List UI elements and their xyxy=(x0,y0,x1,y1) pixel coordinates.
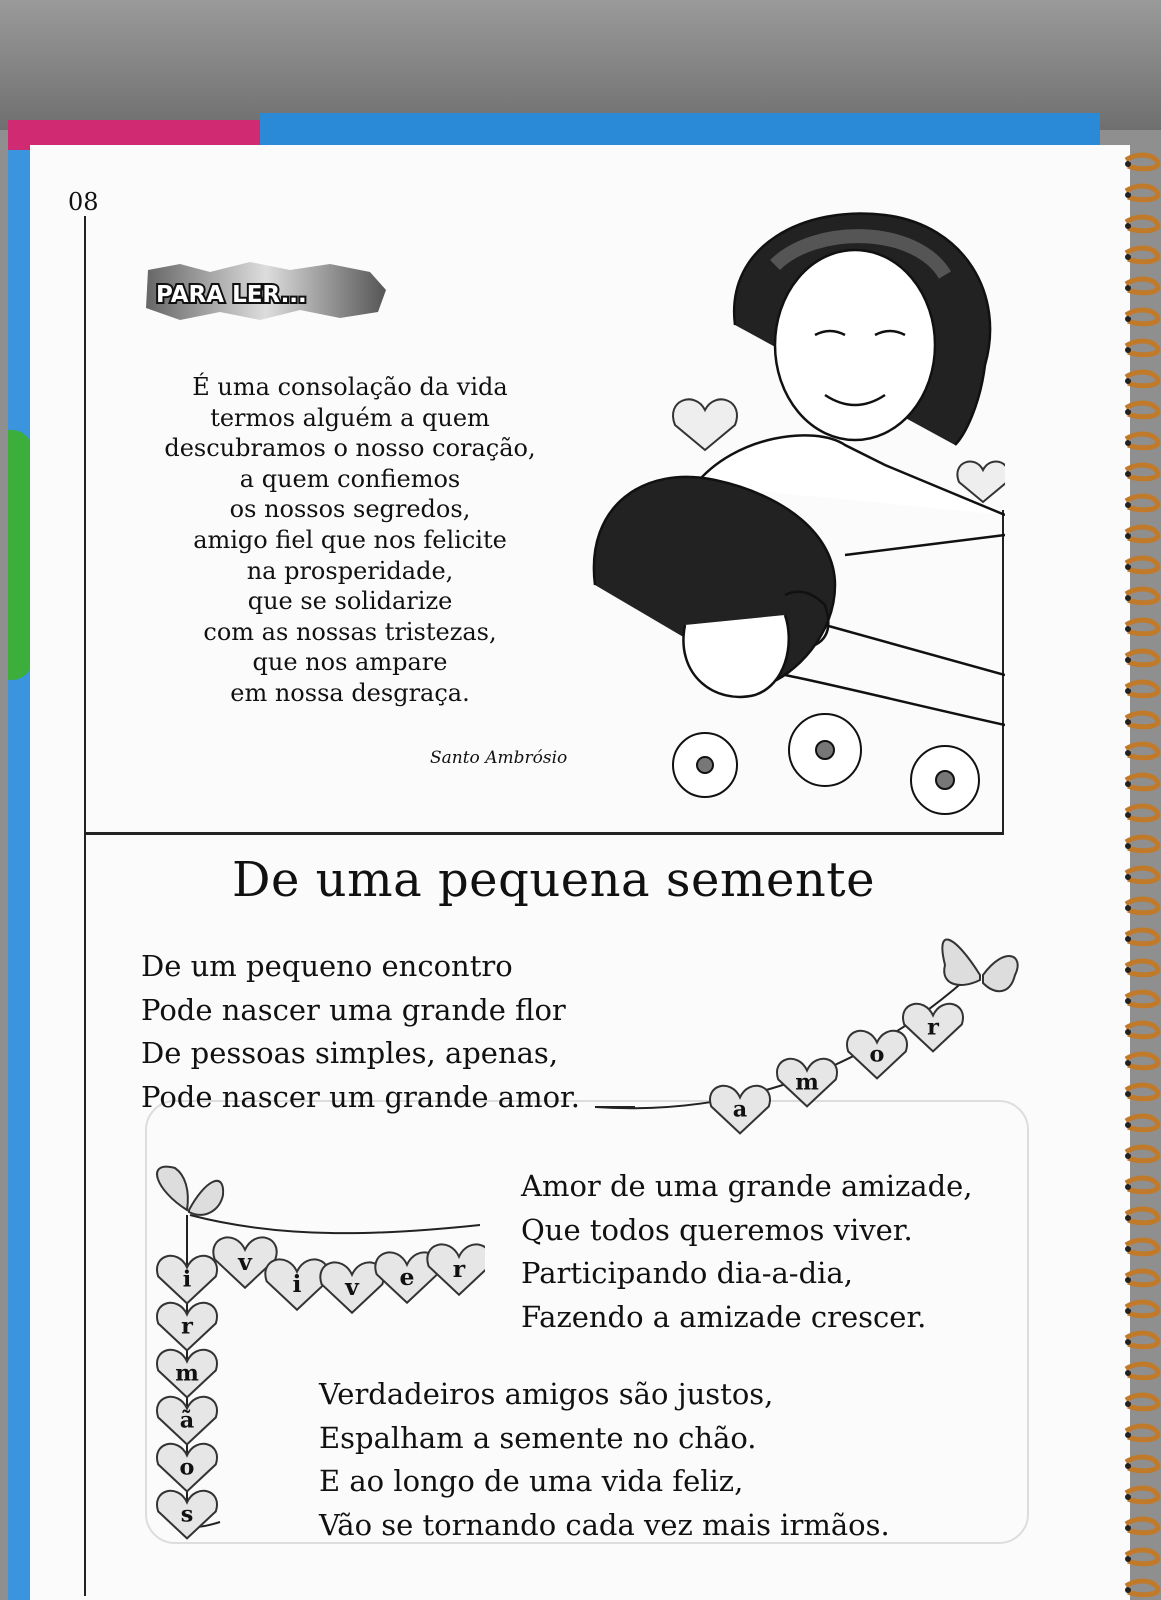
spiral-ring xyxy=(1126,1023,1158,1037)
spiral-ring xyxy=(1126,589,1158,603)
spiral-hole xyxy=(1125,1432,1131,1438)
heart-letter xyxy=(427,1244,485,1294)
spiral-ring xyxy=(1126,217,1158,231)
spiral-ring xyxy=(1126,1395,1158,1409)
poem-stanza-1 xyxy=(141,945,580,1119)
spiral-hole xyxy=(1125,192,1131,198)
heart-letter-text: s xyxy=(180,1501,194,1528)
spiral-hole xyxy=(1125,1153,1131,1159)
spiral-ring xyxy=(1126,837,1158,851)
spiral-hole xyxy=(1125,502,1131,508)
spiral-ring xyxy=(1126,279,1158,293)
spiral-hole xyxy=(1125,936,1131,942)
poem-title: De uma pequena semente xyxy=(232,852,875,908)
spiral-hole xyxy=(1125,750,1131,756)
spiral-ring xyxy=(1126,341,1158,355)
quote-text xyxy=(130,372,570,709)
quote-line: descubramos o nosso coração, xyxy=(164,434,536,463)
spiral-ring xyxy=(1126,992,1158,1006)
reading-box-bottom-border xyxy=(84,832,1004,835)
spiral-ring xyxy=(1126,961,1158,975)
spiral-hole xyxy=(1125,1494,1131,1500)
spiral-ring xyxy=(1126,248,1158,262)
spiral-ring xyxy=(1126,1581,1158,1595)
spiral-ring xyxy=(1126,310,1158,324)
spiral-hole xyxy=(1125,1401,1131,1407)
spiral-hole xyxy=(1125,595,1131,601)
spiral-ring xyxy=(1126,651,1158,665)
spiral-hole xyxy=(1125,719,1131,725)
spiral-hole xyxy=(1125,1122,1131,1128)
scan-background xyxy=(0,0,1161,130)
section-badge xyxy=(140,260,390,322)
quote-line: com as nossas tristezas, xyxy=(203,617,497,646)
spiral-hole xyxy=(1125,440,1131,446)
spiral-hole xyxy=(1125,998,1131,1004)
spiral-ring xyxy=(1126,930,1158,944)
spiral-hole xyxy=(1125,1029,1131,1035)
spiral-ring xyxy=(1126,1116,1158,1130)
spiral-hole xyxy=(1125,1463,1131,1469)
poem-line: De pessoas simples, apenas, xyxy=(141,1036,559,1070)
spiral-ring xyxy=(1126,1178,1158,1192)
poem-line: Espalham a semente no chão. xyxy=(319,1420,757,1455)
heart-letter-text: v xyxy=(238,1247,252,1276)
spiral-ring xyxy=(1126,775,1158,789)
spiral-hole xyxy=(1125,657,1131,663)
quote-line: amigo fiel que nos felicite xyxy=(193,525,507,554)
quote-line: os nossos segredos, xyxy=(229,495,471,524)
quote-line: que se solidarize xyxy=(247,587,453,616)
spiral-hole xyxy=(1125,471,1131,477)
cover-blue-side xyxy=(8,150,32,1600)
poem-line: Pode nascer uma grande flor xyxy=(141,992,566,1027)
spiral-hole xyxy=(1125,1246,1131,1252)
quote-line: que nos ampare xyxy=(252,648,448,677)
heart-letter-text: m xyxy=(175,1360,199,1387)
heart-letter xyxy=(265,1259,328,1309)
quote-line: termos alguém a quem xyxy=(210,403,490,432)
spiral-hole xyxy=(1125,347,1131,353)
spiral-ring xyxy=(1126,1364,1158,1378)
heart-letter-text: ã xyxy=(179,1407,195,1434)
page-number: 08 xyxy=(68,188,99,216)
spiral-hole xyxy=(1125,161,1131,167)
spiral-ring xyxy=(1126,496,1158,510)
spiral-hole xyxy=(1125,1525,1131,1531)
spiral-ring xyxy=(1126,186,1158,200)
heart-letter-text: r xyxy=(927,1014,939,1041)
spiral-hole xyxy=(1125,316,1131,322)
quote-line: É uma consolação da vida xyxy=(192,373,508,401)
garland-amor xyxy=(595,925,1025,1135)
quote-author: Santo Ambrósio xyxy=(430,748,568,768)
spiral-ring xyxy=(1126,1488,1158,1502)
spiral-ring xyxy=(1126,1426,1158,1440)
poem-line: Verdadeiros amigos são justos, xyxy=(319,1377,774,1411)
quote-line: na prosperidade, xyxy=(246,556,454,585)
heart-letter xyxy=(903,1004,963,1052)
spiral-ring xyxy=(1126,1054,1158,1068)
spiral-ring xyxy=(1126,527,1158,541)
heart-letter xyxy=(847,1031,907,1079)
quote-line: em nossa desgraça. xyxy=(230,678,470,707)
left-rule xyxy=(84,216,86,1596)
garland-viver-irmaos xyxy=(145,1150,485,1540)
spiral-hole xyxy=(1125,533,1131,539)
spiral-ring xyxy=(1126,465,1158,479)
spiral-hole xyxy=(1125,1587,1131,1593)
spiral-hole xyxy=(1125,409,1131,415)
section-badge-label: PARA LER... xyxy=(156,282,307,308)
spiral-hole xyxy=(1125,1339,1131,1345)
spiral-hole xyxy=(1125,1370,1131,1376)
spiral-ring xyxy=(1126,682,1158,696)
spiral-hole xyxy=(1125,1184,1131,1190)
spiral-ring xyxy=(1126,1550,1158,1564)
spiral-hole xyxy=(1125,967,1131,973)
spiral-hole xyxy=(1125,223,1131,229)
spiral-hole xyxy=(1125,1277,1131,1283)
friends-illustration xyxy=(585,205,1005,830)
spiral-hole xyxy=(1125,626,1131,632)
poem-line-underline xyxy=(595,1106,635,1108)
heart-letter-text: r xyxy=(452,1254,466,1283)
heart-letter-text: v xyxy=(345,1272,359,1301)
spiral-ring xyxy=(1126,1302,1158,1316)
spiral-ring xyxy=(1126,713,1158,727)
spiral-ring xyxy=(1126,434,1158,448)
spiral-ring xyxy=(1126,806,1158,820)
spiral-ring xyxy=(1126,372,1158,386)
spiral-ring xyxy=(1126,1271,1158,1285)
spiral-ring xyxy=(1126,620,1158,634)
poem-line: Pode nascer um grande amor. xyxy=(141,1079,580,1114)
spiral-hole xyxy=(1125,254,1131,260)
poem-line: Participando dia-a-dia, xyxy=(521,1256,853,1290)
spiral-hole xyxy=(1125,1556,1131,1562)
spiral-ring xyxy=(1126,1240,1158,1254)
poem-line: De um pequeno encontro xyxy=(141,949,513,983)
spiral-hole xyxy=(1125,874,1131,880)
spiral-hole xyxy=(1125,564,1131,570)
spiral-binding xyxy=(1122,150,1161,1600)
spiral-ring xyxy=(1126,1085,1158,1099)
spiral-ring xyxy=(1126,403,1158,417)
spiral-hole xyxy=(1125,781,1131,787)
spiral-hole xyxy=(1125,812,1131,818)
spiral-ring xyxy=(1126,558,1158,572)
heart-letter-text: o xyxy=(179,1454,195,1481)
heart-letter xyxy=(320,1262,383,1312)
butterfly-icon xyxy=(942,940,1017,992)
poem-line: Que todos queremos viver. xyxy=(521,1212,913,1247)
butterfly-icon xyxy=(157,1167,223,1215)
spiral-hole xyxy=(1125,1091,1131,1097)
heart-letter-text: a xyxy=(732,1096,748,1123)
heart-letter xyxy=(777,1059,837,1107)
spiral-ring xyxy=(1126,1209,1158,1223)
cover-green-tab xyxy=(8,430,32,680)
spiral-ring xyxy=(1126,868,1158,882)
poem-stanza-2 xyxy=(521,1165,973,1339)
spiral-ring xyxy=(1126,1333,1158,1347)
spiral-ring xyxy=(1126,744,1158,758)
poem-line: Amor de uma grande amizade, xyxy=(521,1169,973,1203)
poem-line: Fazendo a amizade crescer. xyxy=(521,1299,927,1334)
spiral-hole xyxy=(1125,1060,1131,1066)
spiral-hole xyxy=(1125,285,1131,291)
heart-letter-text: r xyxy=(181,1313,193,1340)
spiral-hole xyxy=(1125,905,1131,911)
spiral-ring xyxy=(1126,155,1158,169)
quote-line: a quem confiemos xyxy=(239,464,461,493)
heart-letter-text: i xyxy=(292,1269,302,1298)
heart-letter-text: e xyxy=(399,1262,415,1291)
spiral-hole xyxy=(1125,843,1131,849)
flower-icon xyxy=(673,714,979,814)
spiral-hole xyxy=(1125,1215,1131,1221)
spiral-ring xyxy=(1126,1457,1158,1471)
poem-line: E ao longo de uma vida feliz, xyxy=(319,1464,744,1498)
spiral-ring xyxy=(1126,899,1158,913)
spiral-ring xyxy=(1126,1147,1158,1161)
heart-letter-text: i xyxy=(182,1266,192,1293)
spiral-hole xyxy=(1125,1308,1131,1314)
heart-letter-text: o xyxy=(869,1041,885,1068)
spiral-hole xyxy=(1125,378,1131,384)
heart-letter xyxy=(710,1086,770,1134)
spiral-ring xyxy=(1126,1519,1158,1533)
heart-letter-text: m xyxy=(795,1069,819,1096)
poem-line: Vão se tornando cada vez mais irmãos. xyxy=(319,1507,890,1542)
spiral-hole xyxy=(1125,688,1131,694)
